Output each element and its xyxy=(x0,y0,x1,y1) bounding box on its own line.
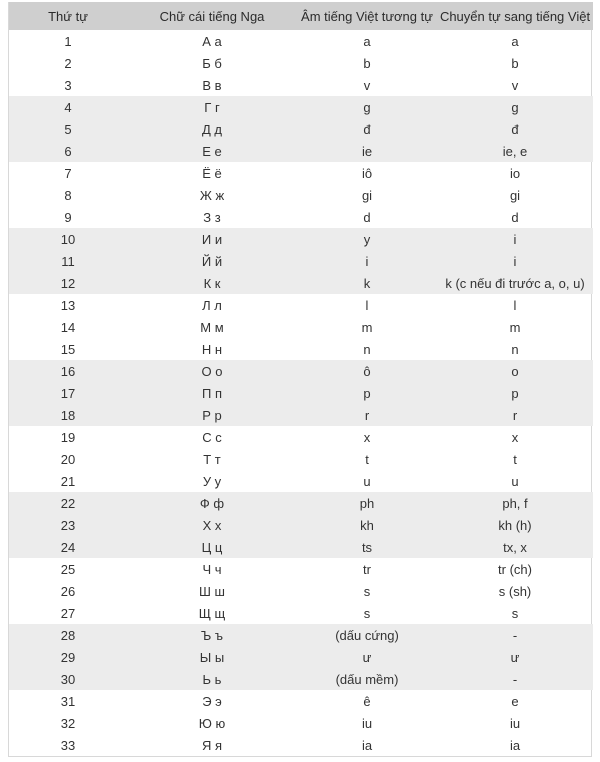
cell-transliteration: s xyxy=(511,605,519,621)
cell-vietnamese-sound: ts xyxy=(361,539,373,555)
table-row xyxy=(9,360,593,382)
cell-transliteration: ph, f xyxy=(502,495,528,511)
cell-vietnamese-sound: i xyxy=(365,253,369,269)
cell-vietnamese-sound: (dấu cứng) xyxy=(335,627,399,643)
table-row xyxy=(9,690,593,712)
cell-transliteration: - xyxy=(512,627,518,643)
cell-vietnamese-sound: l xyxy=(365,297,369,313)
table-row xyxy=(9,646,593,668)
table-row xyxy=(9,294,593,316)
cell-order: 30 xyxy=(60,671,76,687)
cell-order: 1 xyxy=(64,33,72,49)
cropped-text-below-table xyxy=(0,754,600,762)
cell-transliteration: p xyxy=(511,385,519,401)
table-row xyxy=(9,228,593,250)
cell-russian-letter: Ъ ъ xyxy=(200,627,224,643)
table-row xyxy=(9,602,593,624)
cell-order: 9 xyxy=(64,209,72,225)
table-row xyxy=(9,184,593,206)
table-row xyxy=(9,250,593,272)
cell-vietnamese-sound: p xyxy=(363,385,371,401)
table-row xyxy=(9,162,593,184)
table-row xyxy=(9,338,593,360)
cell-russian-letter: З з xyxy=(203,209,221,225)
table-header-row xyxy=(9,2,593,30)
cell-transliteration: iu xyxy=(509,715,521,731)
cell-vietnamese-sound: u xyxy=(363,473,371,489)
cell-transliteration: ie, e xyxy=(502,143,528,159)
cell-vietnamese-sound: ie xyxy=(361,143,373,159)
cell-order: 3 xyxy=(64,77,72,93)
cell-order: 20 xyxy=(60,451,76,467)
cell-order: 18 xyxy=(60,407,76,423)
cell-vietnamese-sound: iu xyxy=(361,715,373,731)
cell-vietnamese-sound: ia xyxy=(361,737,373,753)
cell-transliteration: đ xyxy=(511,121,519,137)
cell-russian-letter: Г г xyxy=(204,99,220,115)
table-row xyxy=(9,140,593,162)
cell-order: 27 xyxy=(60,605,76,621)
table-row xyxy=(9,712,593,734)
russian-alphabet-table xyxy=(9,2,593,756)
cell-transliteration: tx, x xyxy=(503,539,527,555)
cell-order: 15 xyxy=(60,341,76,357)
cell-russian-letter: Ф ф xyxy=(199,495,225,511)
cell-russian-letter: Д д xyxy=(201,121,222,137)
cell-vietnamese-sound: iô xyxy=(361,165,373,181)
table-row xyxy=(9,96,593,118)
cell-transliteration: tr (ch) xyxy=(498,561,532,577)
cell-russian-letter: Ю ю xyxy=(198,715,226,731)
cell-order: 7 xyxy=(64,165,72,181)
cell-vietnamese-sound: m xyxy=(361,319,373,335)
cell-vietnamese-sound: v xyxy=(363,77,371,93)
header-vietnamese-sound: Âm tiếng Việt tương tự xyxy=(301,8,433,24)
table-row xyxy=(9,74,593,96)
cell-russian-letter: Б б xyxy=(202,55,222,71)
cell-transliteration: kh (h) xyxy=(498,517,532,533)
cell-vietnamese-sound: đ xyxy=(363,121,371,137)
cell-vietnamese-sound: s xyxy=(363,583,371,599)
cell-order: 31 xyxy=(60,693,76,709)
cell-vietnamese-sound: ê xyxy=(363,693,371,709)
cell-transliteration: d xyxy=(511,209,519,225)
cell-russian-letter: Ы ы xyxy=(199,649,225,665)
cell-transliteration: t xyxy=(513,451,517,467)
table-row xyxy=(9,118,593,140)
cell-order: 6 xyxy=(64,143,72,159)
cell-russian-letter: Й й xyxy=(201,253,223,269)
cell-russian-letter: Е е xyxy=(202,143,222,159)
cell-transliteration: i xyxy=(513,253,517,269)
cell-russian-letter: С с xyxy=(202,429,222,445)
table-row xyxy=(9,272,593,294)
cell-vietnamese-sound: x xyxy=(363,429,371,445)
cell-russian-letter: Э э xyxy=(202,693,222,709)
cell-transliteration: s (sh) xyxy=(498,583,532,599)
cell-russian-letter: О о xyxy=(201,363,223,379)
cell-transliteration: gi xyxy=(509,187,521,203)
cell-vietnamese-sound: b xyxy=(363,55,371,71)
cell-russian-letter: Р р xyxy=(202,407,222,423)
cell-vietnamese-sound: d xyxy=(363,209,371,225)
cell-transliteration: k (c nếu đi trước a, o, u) xyxy=(445,275,585,291)
cell-transliteration: - xyxy=(512,671,518,687)
cell-russian-letter: В в xyxy=(202,77,222,93)
table-row xyxy=(9,30,593,52)
cell-transliteration: b xyxy=(511,55,519,71)
cell-russian-letter: Л л xyxy=(202,297,222,313)
cell-transliteration: a xyxy=(511,33,519,49)
cell-transliteration: ư xyxy=(510,649,520,665)
cell-vietnamese-sound: ph xyxy=(359,495,375,511)
cell-transliteration: io xyxy=(509,165,521,181)
cell-transliteration: r xyxy=(512,407,518,423)
cell-order: 17 xyxy=(60,385,76,401)
table-row xyxy=(9,404,593,426)
cell-russian-letter: Ё ё xyxy=(202,165,222,181)
cell-order: 11 xyxy=(61,253,75,269)
table-row xyxy=(9,734,593,756)
cell-vietnamese-sound: gi xyxy=(361,187,373,203)
cell-order: 10 xyxy=(60,231,76,247)
table-row xyxy=(9,316,593,338)
table-row xyxy=(9,448,593,470)
cell-russian-letter: Щ щ xyxy=(198,605,226,621)
cell-order: 21 xyxy=(60,473,76,489)
table-row xyxy=(9,52,593,74)
table-row xyxy=(9,514,593,536)
cell-order: 12 xyxy=(60,275,76,291)
header-transliteration: Chuyển tự sang tiếng Việt xyxy=(439,8,591,24)
table-header xyxy=(9,2,593,30)
cell-transliteration: m xyxy=(509,319,521,335)
cell-transliteration: g xyxy=(511,99,519,115)
cell-russian-letter: Ш ш xyxy=(199,583,225,599)
cell-order: 2 xyxy=(64,55,72,71)
cell-russian-letter: Ц ц xyxy=(201,539,223,555)
cell-vietnamese-sound: r xyxy=(364,407,370,423)
cell-order: 22 xyxy=(60,495,76,511)
cell-order: 4 xyxy=(64,99,72,115)
table-row xyxy=(9,470,593,492)
cell-russian-letter: А а xyxy=(202,33,222,49)
table-row xyxy=(9,536,593,558)
cell-order: 5 xyxy=(64,121,72,137)
table-row xyxy=(9,668,593,690)
cell-vietnamese-sound: t xyxy=(365,451,369,467)
cell-order: 13 xyxy=(60,297,76,313)
cell-russian-letter: Я я xyxy=(201,737,223,753)
cell-russian-letter: М м xyxy=(200,319,224,335)
cell-order: 24 xyxy=(60,539,76,555)
table-row xyxy=(9,492,593,514)
cell-vietnamese-sound: tr xyxy=(363,561,371,577)
cell-order: 19 xyxy=(60,429,76,445)
cell-vietnamese-sound: k xyxy=(363,275,371,291)
cell-transliteration: i xyxy=(513,231,517,247)
table-row xyxy=(9,624,593,646)
cell-transliteration: n xyxy=(511,341,519,357)
table-row xyxy=(9,426,593,448)
cell-russian-letter: П п xyxy=(202,385,222,401)
cell-russian-letter: Ж ж xyxy=(199,187,225,203)
cell-vietnamese-sound: y xyxy=(363,231,371,247)
table-body xyxy=(9,30,593,756)
table-row xyxy=(9,206,593,228)
table-row xyxy=(9,580,593,602)
cell-order: 26 xyxy=(60,583,76,599)
cell-transliteration: e xyxy=(511,693,519,709)
cell-vietnamese-sound: (dấu mềm) xyxy=(335,671,399,687)
cell-transliteration: ia xyxy=(509,737,521,753)
cell-russian-letter: Х х xyxy=(202,517,222,533)
cell-russian-letter: Ч ч xyxy=(202,561,222,577)
cell-russian-letter: И и xyxy=(201,231,223,247)
cell-order: 8 xyxy=(64,187,72,203)
cell-vietnamese-sound: s xyxy=(363,605,371,621)
cell-order: 28 xyxy=(60,627,76,643)
cell-transliteration: x xyxy=(511,429,519,445)
cell-order: 16 xyxy=(60,363,76,379)
cell-order: 14 xyxy=(60,319,76,335)
cell-order: 29 xyxy=(60,649,76,665)
cell-order: 23 xyxy=(60,517,76,533)
cell-russian-letter: К к xyxy=(203,275,221,291)
cell-vietnamese-sound: ô xyxy=(363,363,371,379)
cell-transliteration: v xyxy=(511,77,519,93)
cell-vietnamese-sound: kh xyxy=(360,517,374,533)
header-russian-letter: Chữ cái tiếng Nga xyxy=(159,8,265,24)
cell-order: 25 xyxy=(60,561,76,577)
header-order: Thứ tự xyxy=(48,8,88,24)
table-row xyxy=(9,558,593,580)
cell-vietnamese-sound: ư xyxy=(362,649,372,665)
table-row xyxy=(9,382,593,404)
russian-alphabet-table-container xyxy=(8,2,592,757)
cell-vietnamese-sound: a xyxy=(363,33,371,49)
cell-order: 32 xyxy=(60,715,76,731)
cell-order: 33 xyxy=(60,737,76,753)
cell-vietnamese-sound: g xyxy=(363,99,371,115)
cell-transliteration: u xyxy=(511,473,519,489)
cell-russian-letter: Н н xyxy=(201,341,223,357)
cell-russian-letter: У у xyxy=(202,473,222,489)
cell-transliteration: l xyxy=(513,297,517,313)
cell-russian-letter: Т т xyxy=(203,451,221,467)
cell-transliteration: o xyxy=(511,363,519,379)
cell-russian-letter: Ь ь xyxy=(202,671,222,687)
cell-vietnamese-sound: n xyxy=(363,341,371,357)
